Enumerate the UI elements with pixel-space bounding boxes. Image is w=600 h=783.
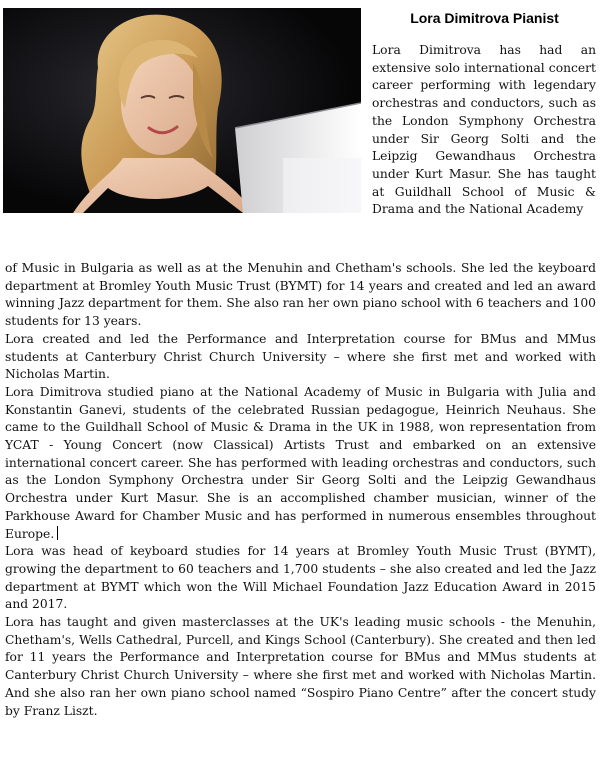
bio-paragraph-3	[5, 384, 596, 543]
bio-paragraph-4: Lora was head of keyboard studies for 14 years at Bromley Youth Music Trust (BYMT), growing the department to 60 teachers and 1,700 students – she also created and led the Jazz department at BYMT which won the Will Michael Foundation Jazz Education Award in 2015 and 2017.	[5, 544, 596, 612]
bio-paragraph-3-text: Lora Dimitrova studied piano at the National Academy of Music in Bulgaria with Julia and Konstantin Ganevi, students of the celebrated Russian pedagogue, Heinrich Neuhaus. She came to the Guildhall School of Music & Drama in the UK in 1988, won representation from YCAT - Young Concert (now Classical) Artists Trust and embarked on an extensive international concert career. She has performed with leading orchestras and conductors, such as the London Symphony Orchestra under Sir Georg Solti and the Leipzig Gewandhaus Orchestra under Kurt Masur. She is an accomplished chamber musician, winner of the Parkhouse Award for Chamber Music and has performed in numerous ensembles throughout Europe.	[5, 384, 596, 541]
bio-intro-continued: of Music in Bulgaria as well as at the Menuhin and Chetham's schools. She led the keyboard department at Bromley Youth Music Trust (BYMT) for 14 years and created and led an award winning Jazz department for them. She also ran her own piano school with 6 teachers and 100 students for 13 years.	[5, 261, 596, 329]
bio-intro-side: Lora Dimitrova has had an extensive solo international concert career performing with legendary orchestras and conductors, such as the London Symphony Orchestra under Sir Georg Solti and the Leipzig Gewandhaus Orchestra under Kurt Masur. She has taught at Guildhall School of Music & Drama and the National Academy	[372, 43, 596, 217]
text-cursor	[57, 526, 58, 540]
page-title: Lora Dimitrova Pianist	[410, 10, 559, 26]
pianist-photo	[3, 8, 361, 213]
bio-body	[5, 260, 596, 720]
bio-paragraph-2: Lora created and led the Performance and Interpretation course for BMus and MMus students at Canterbury Christ Church University – where she first met and worked with Nicholas Martin.	[5, 331, 596, 382]
bio-paragraph-5: Lora has taught and given masterclasses at the UK's leading music schools - the Menuhin, Chetham's, Wells Cathedral, Purcell, and Kings School (Canterbury). She created and then led for 11 years the Performance and Interpretation course for BMus and MMus students at Canterbury Christ Church University – where she first met and worked with Nicholas Martin. And she also ran her own piano school named “Sospiro Piano Centre” after the concert study by Franz Liszt.	[5, 615, 596, 718]
